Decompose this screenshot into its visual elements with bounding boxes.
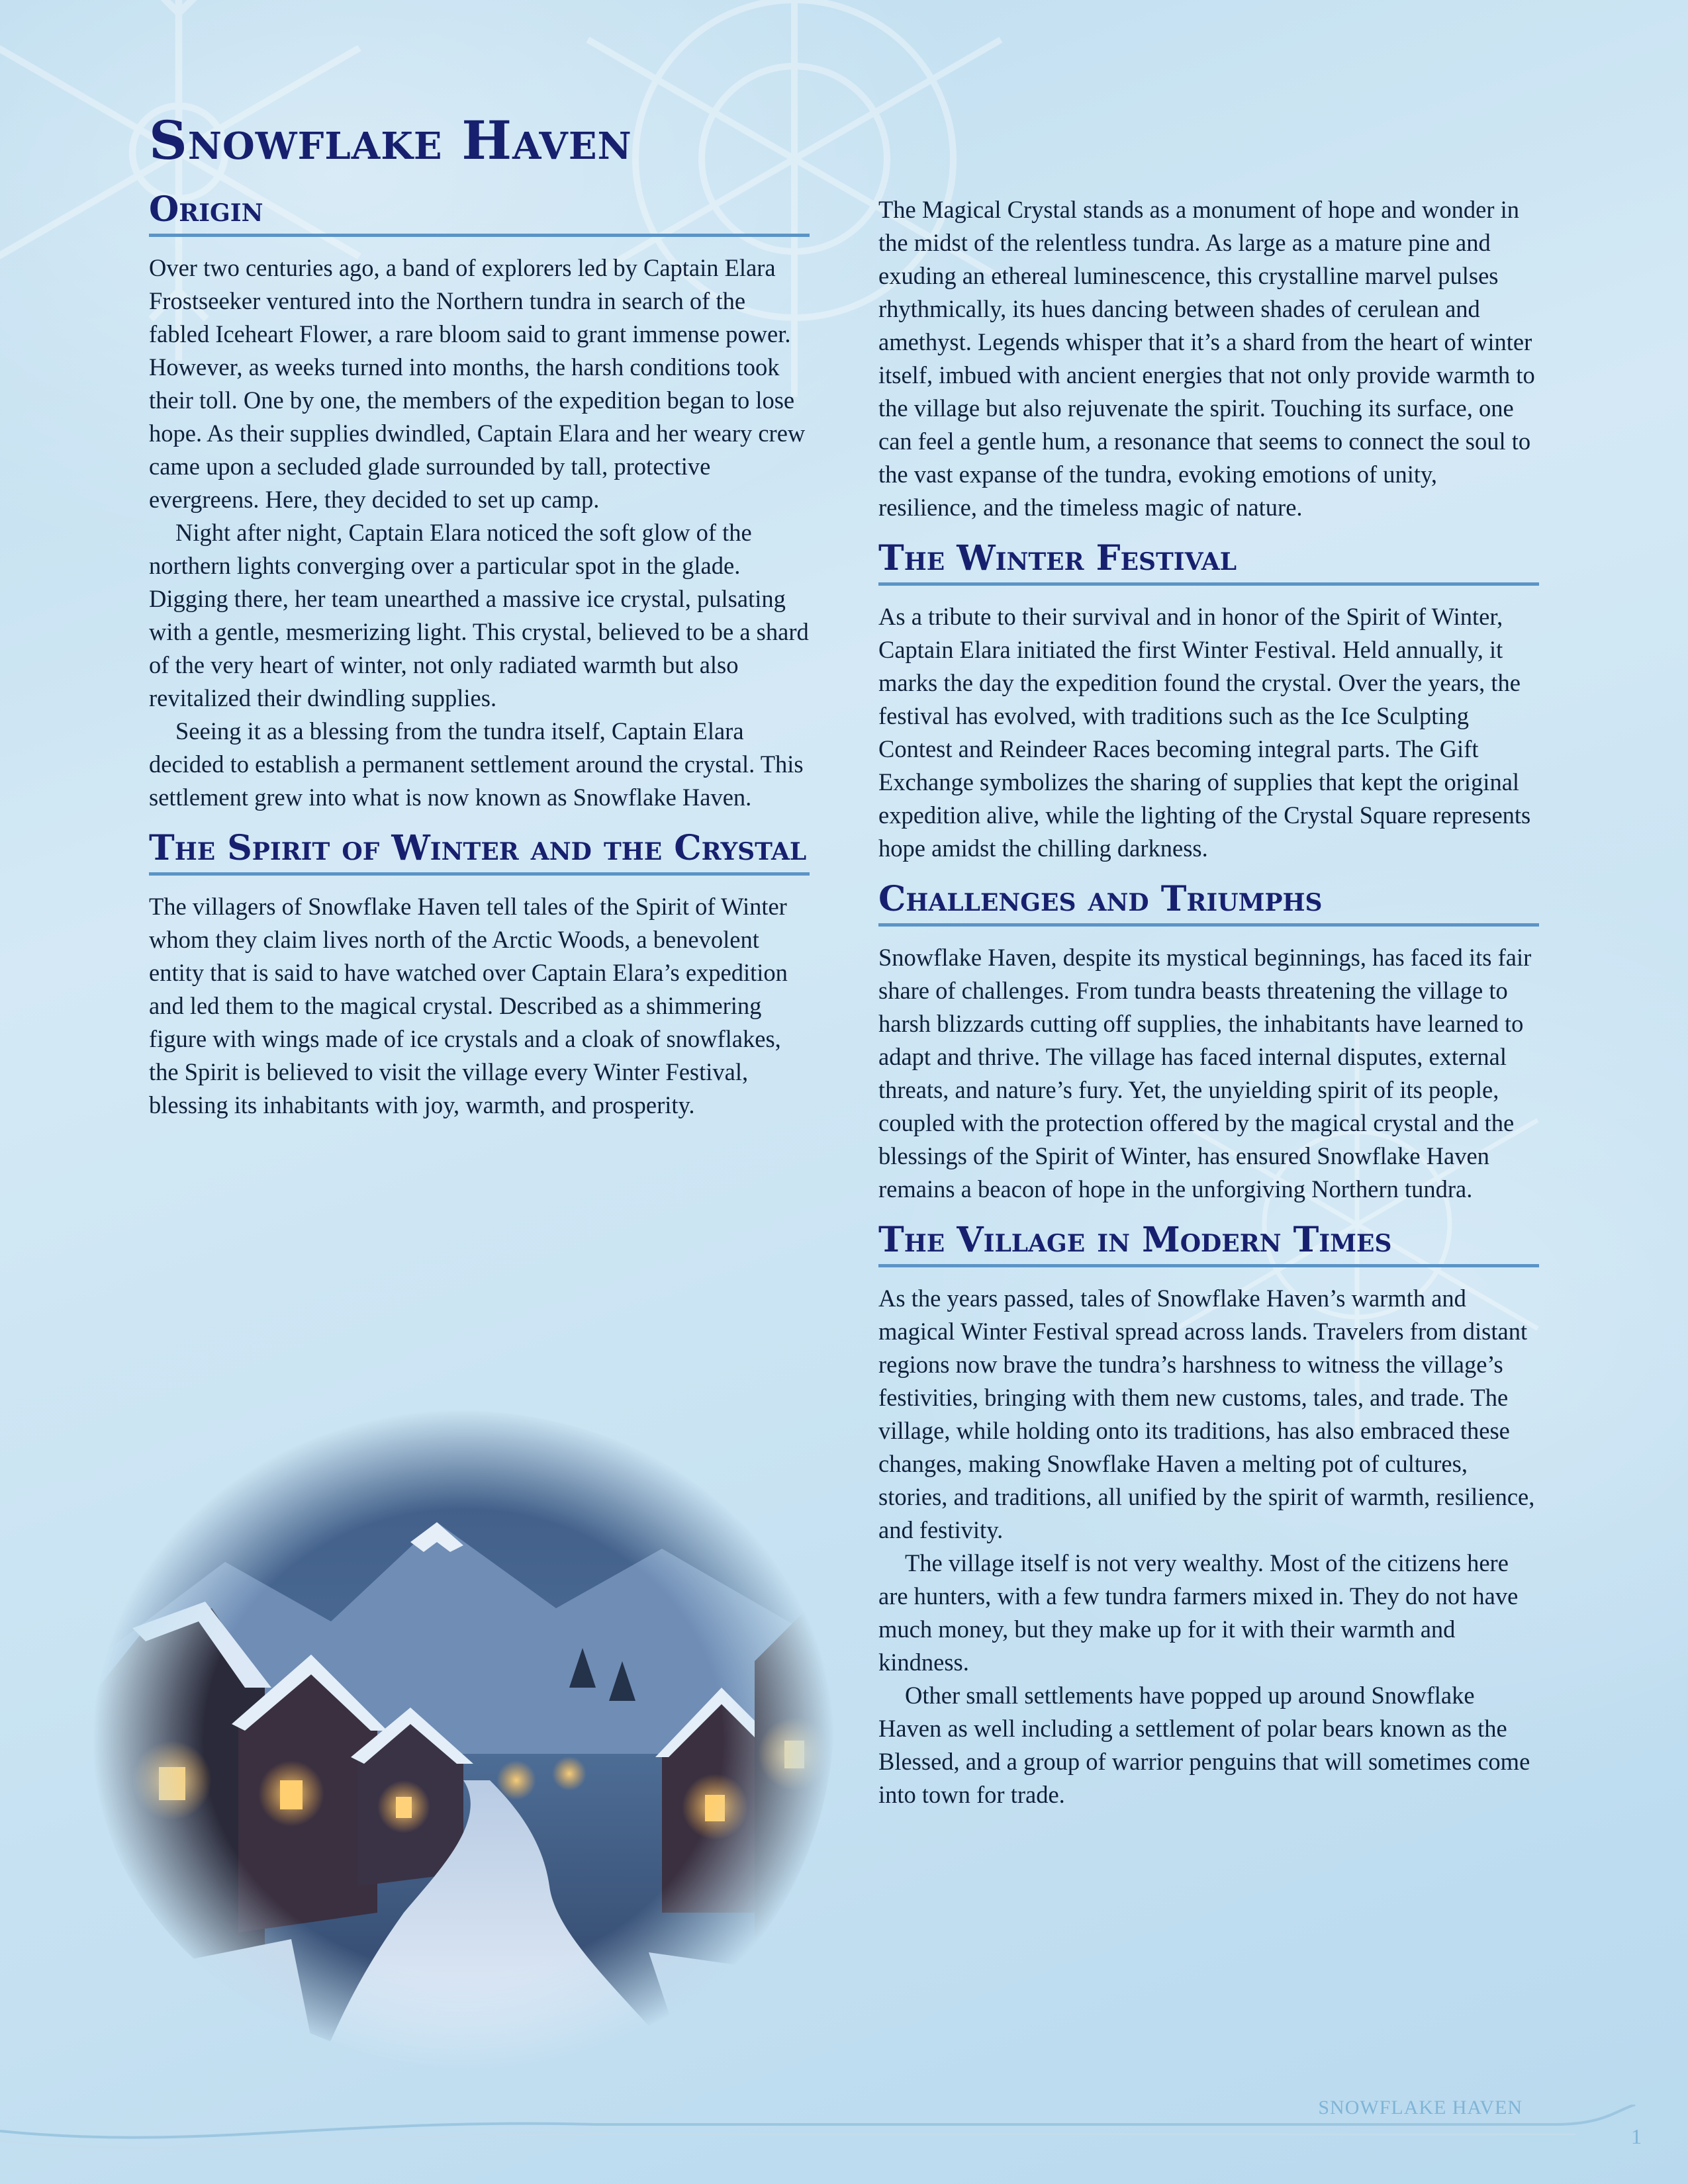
paragraph: The village itself is not very wealthy. Most of the citizens here are hunters, with a few tundra farmers mixed in. They do not have much money, but they make up for it with their warmth and kindness. — [878, 1549, 1519, 1676]
heading-winter-festival: The Winter Festival — [878, 537, 1539, 586]
section-spirit — [149, 827, 810, 1122]
paragraph: Night after night, Captain Elara noticed the soft glow of the northern lights converging over a particular spot in the glade. Digging there, her team unearthed a massive ice crystal, pulsating with a gentle, mesmerizing light. This crystal, believed to be a shard of the very heart of winter, not only radiated warmth but also revitalized their dwindling supplies. — [149, 519, 809, 711]
paragraph: Over two centuries ago, a band of explorers led by Captain Elara Frostseeker ventured into the Northern tundra in search of the fabled Iceheart Flower, a rare bloom said to grant immense power. However, as weeks turned into months, the harsh conditions took their toll. One by one, the members of the expedition began to lose hope. As their supplies dwindled, Captain Elara and her weary crew came upon a secluded glade surrounded by tall, protective evergreens. Here, they decided to set up camp. — [149, 254, 806, 513]
section-modern-times — [878, 1219, 1539, 1811]
heading-challenges: Challenges and Triumphs — [878, 878, 1539, 927]
paragraph: Seeing it as a blessing from the tundra itself, Captain Elara decided to establish a permanent settlement around the crystal. This settlement grew into what is now known as Snowflake Haven. — [149, 717, 804, 811]
heading-origin: Origin — [149, 189, 810, 237]
page-title: Snowflake Haven — [149, 109, 632, 171]
heading-modern-times: The Village in Modern Times — [878, 1219, 1539, 1267]
paragraph: The Magical Crystal stands as a monument of hope and wonder in the midst of the relentless tundra. As large as a mature pine and exuding an ethereal luminescence, this crystalline marvel pulses rhythmically, its hues dancing between shades of cerulean and amethyst. Legends whisper that it’s a shard from the heart of winter itself, imbued with ancient energies that not only provide warmth to the village but also rejuvenate the spirit. Touching its surface, one can feel a gentle hum, a resonance that seems to connect the soul to the vast expanse of the tundra, evoking emotions of unity, resilience, and the timeless magic of nature. — [878, 196, 1535, 521]
paragraph: As the years passed, tales of Snowflake Haven’s warmth and magical Winter Festival spread across lands. Travelers from distant regions now brave the tundra’s harshness to witness the village’s festivities, bringing with them new customs, tales, and trade. The village, while holding onto its traditions, has also embraced these changes, making Snowflake Haven a melting pot of cultures, stories, and traditions, all unified by the spirit of warmth, resilience, and festivity. — [878, 1285, 1535, 1543]
right-column — [878, 193, 1539, 1825]
section-origin — [149, 189, 810, 814]
section-challenges — [878, 878, 1539, 1206]
footer-label: SNOWFLAKE HAVEN — [1318, 2097, 1523, 2118]
section-winter-festival — [878, 537, 1539, 865]
paragraph: The villagers of Snowflake Haven tell tales of the Spirit of Winter whom they claim lives north of the Arctic Woods, a benevolent entity that is said to have watched over Captain Elara’s expedition and led them to the magical crystal. Described as a shimmering figure with wings made of ice crystals and a cloak of snowflakes, the Spirit is believed to visit the village every Winter Festival, blessing its inhabitants with joy, warmth, and prosperity. — [149, 893, 788, 1118]
village-illustration — [93, 1410, 834, 2071]
heading-spirit: The Spirit of Winter and the Crystal — [149, 827, 810, 876]
paragraph: As a tribute to their survival and in honor of the Spirit of Winter, Captain Elara initiated the first Winter Festival. Held annually, it marks the day the expedition found the crystal. Over the years, the festival has evolved, with traditions such as the Ice Sculpting Contest and Reindeer Races becoming integral parts. The Gift Exchange symbolizes the sharing of supplies that kept the original expedition alive, while the lighting of the Crystal Square represents hope amidst the chilling darkness. — [878, 603, 1531, 862]
section-crystal-intro — [878, 193, 1539, 524]
left-column — [149, 189, 810, 1135]
paragraph: Other small settlements have popped up around Snowflake Haven as well including a settlement of polar bears known as the Blessed, and a group of warrior penguins that will sometimes come into town for trade. — [878, 1682, 1530, 1808]
village-icon — [93, 1410, 834, 2071]
paragraph: Snowflake Haven, despite its mystical beginnings, has faced its fair share of challenges. From tundra beasts threatening the village to harsh blizzards cutting off supplies, the inhabitants have learned to adapt and thrive. The village has faced internal disputes, external threats, and nature’s fury. Yet, the unyielding spirit of its people, coupled with the protection offered by the magical crystal and the blessings of the Spirit of Winter, has ensured Snowflake Haven remains a beacon of hope in the unforgiving Northern tundra. — [878, 944, 1532, 1203]
page-number: 1 — [1631, 2124, 1642, 2148]
